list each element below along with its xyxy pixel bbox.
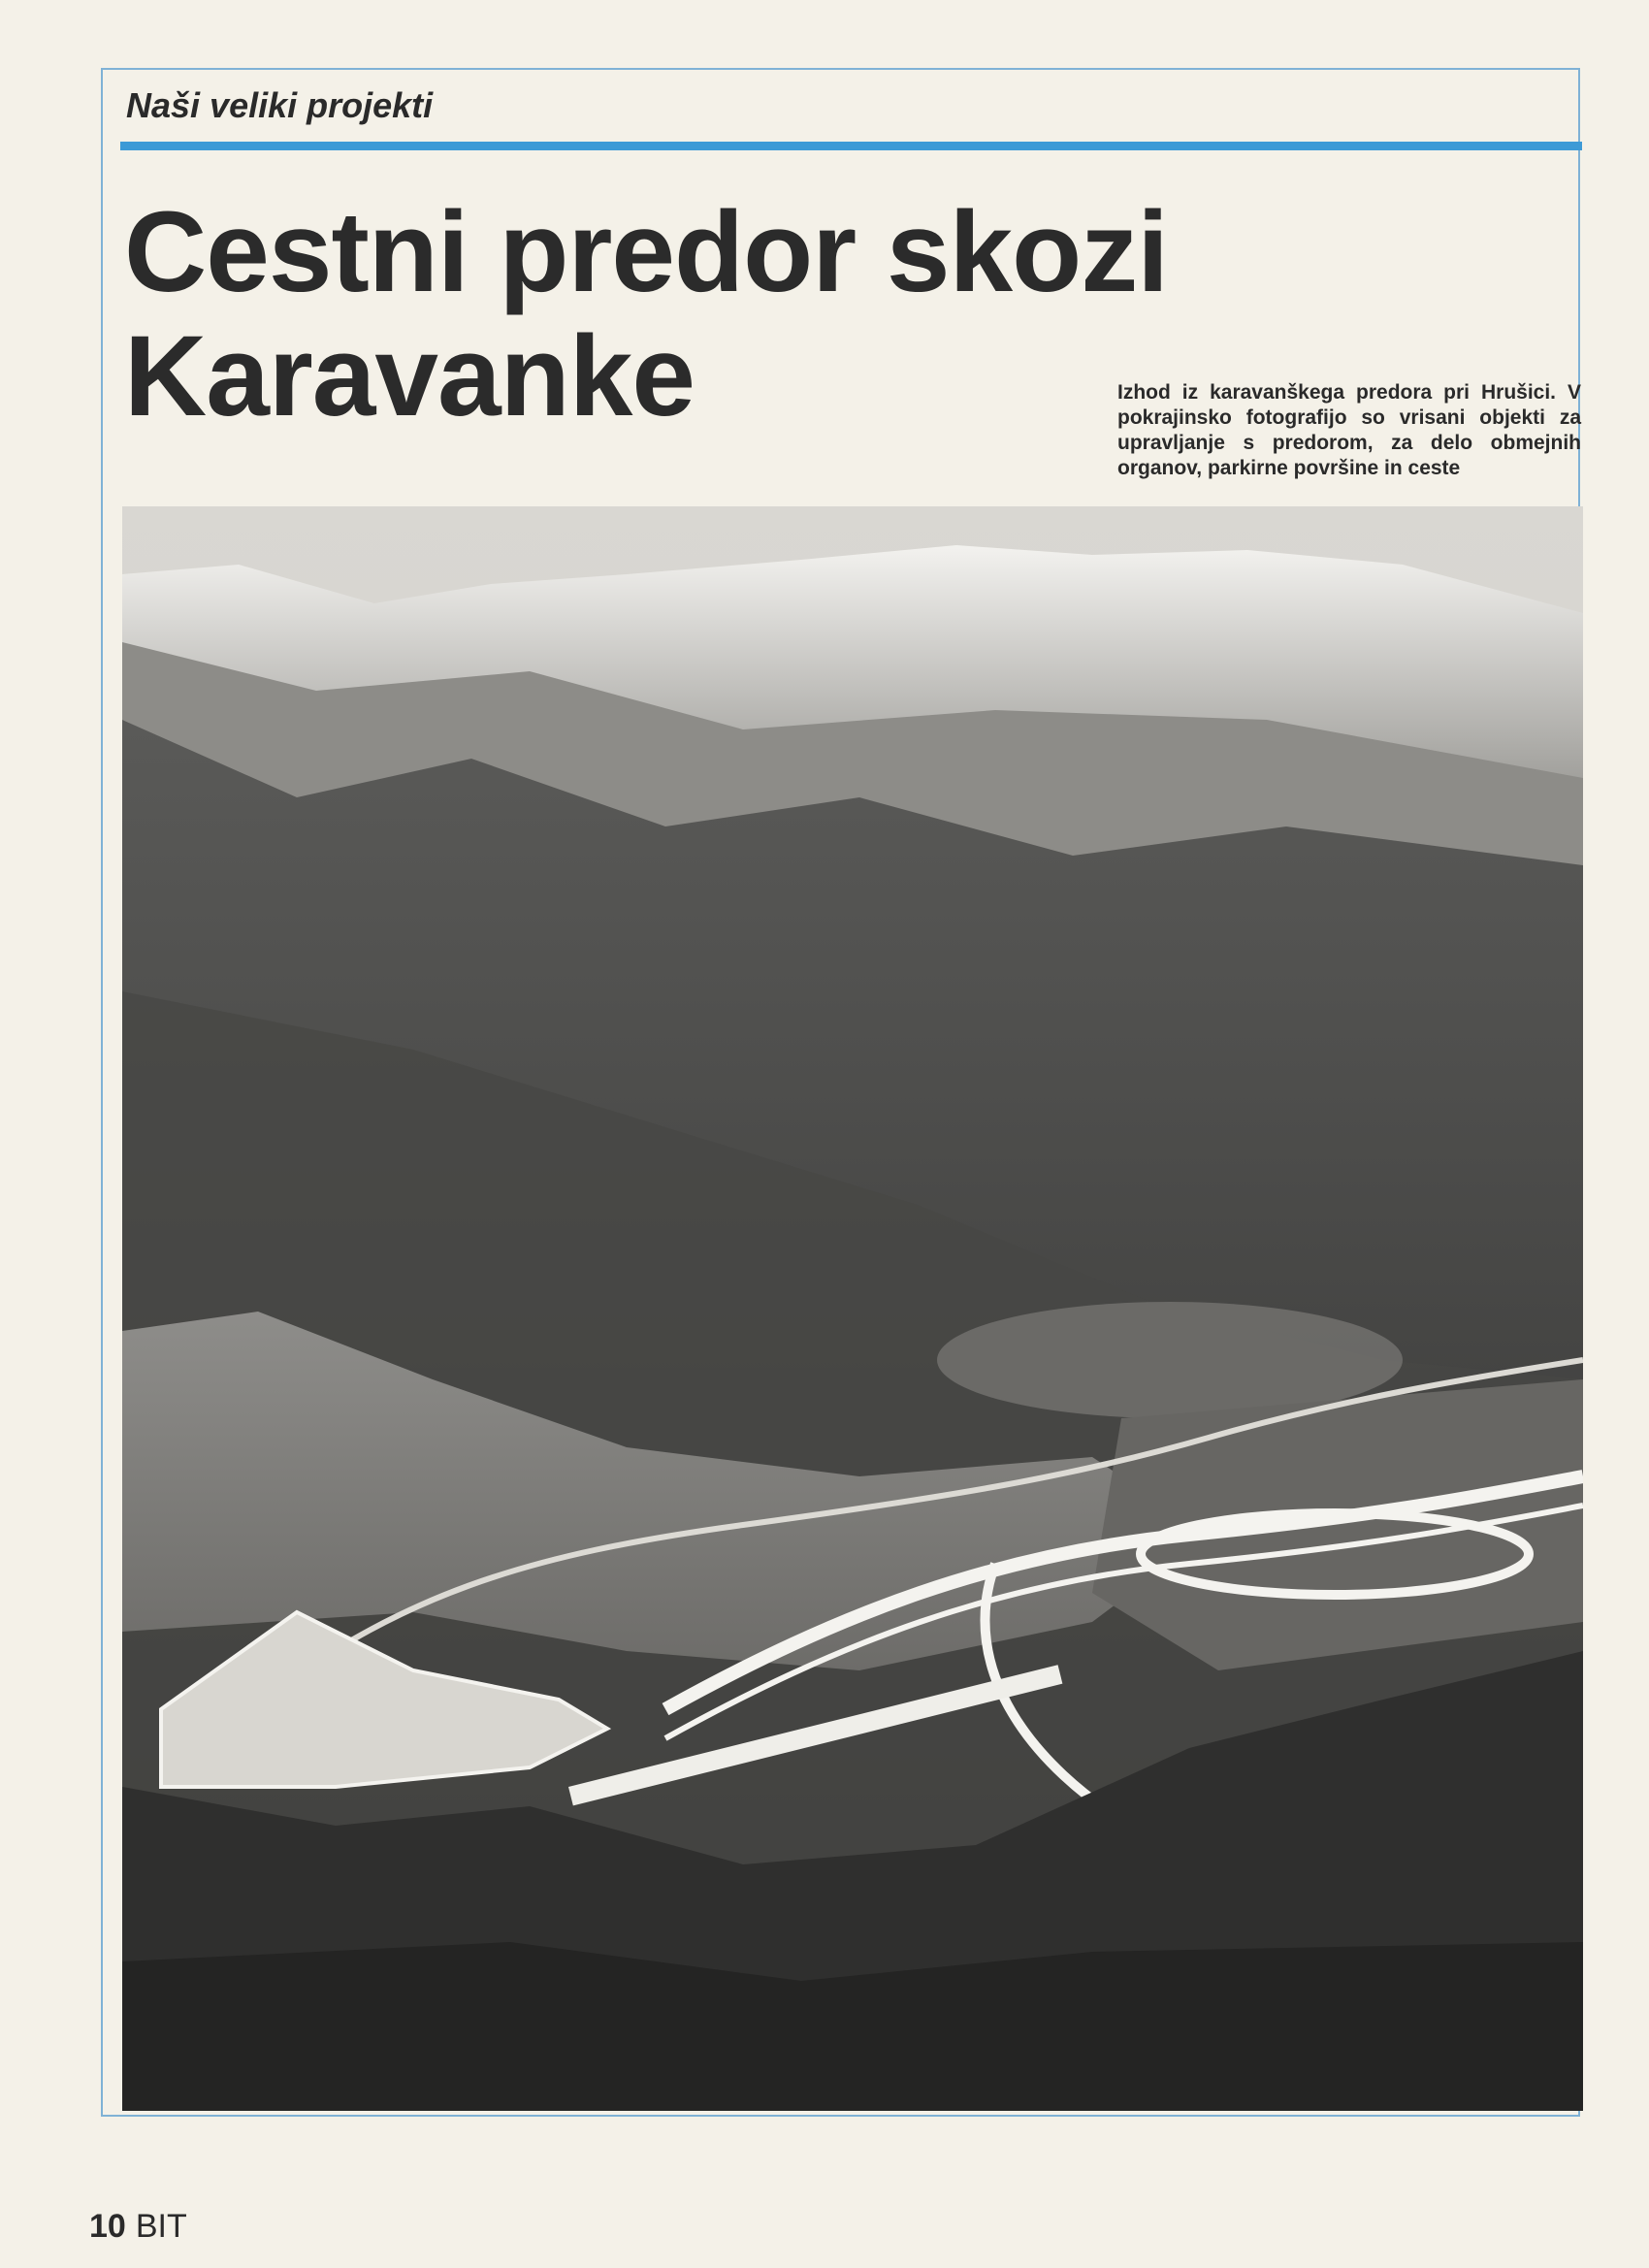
photo-caption: Izhod iz karavanškega predora pri Hrušici. V pokrajinsko fotografijo so vrisani objekti za upravljanje s predorom, za delo obmejnih organov, parkirne površine in ceste: [1117, 381, 1581, 479]
magazine-name: BIT: [135, 2208, 187, 2245]
page-number: 10: [89, 2208, 126, 2245]
headline: [124, 190, 1191, 438]
page-footer: [89, 2208, 187, 2246]
headline-line-2: Karavanke: [124, 312, 695, 440]
mountain-valley-photo-icon: [122, 506, 1583, 2111]
headline-line-1: Cestni predor skozi: [124, 188, 1169, 316]
accent-rule: [120, 142, 1582, 150]
landscape-photo: [122, 506, 1583, 2111]
section-label: Naši veliki projekti: [126, 85, 434, 125]
